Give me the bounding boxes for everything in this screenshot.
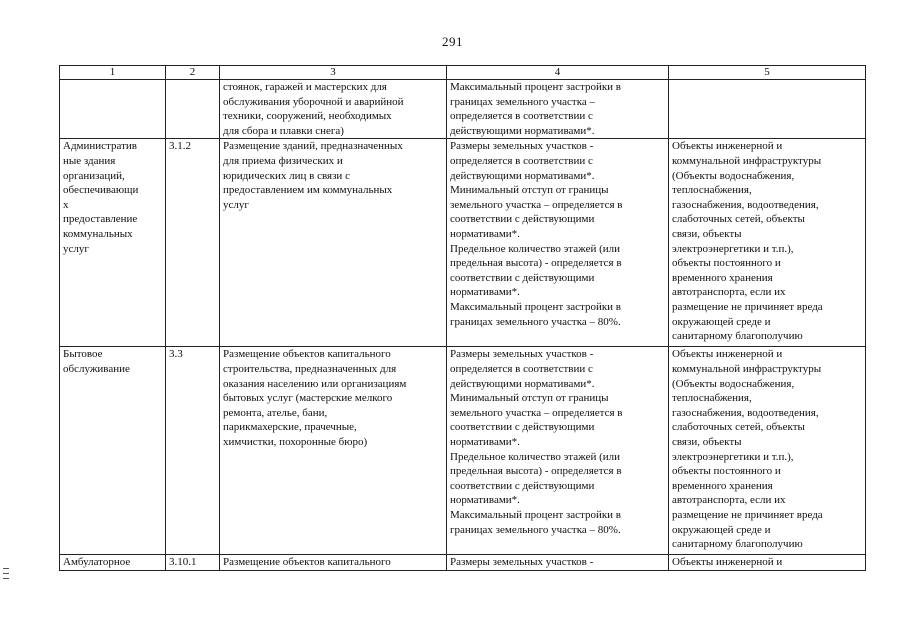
table-row-administrative-buildings — [60, 139, 866, 347]
use-description-text: Размещение объектов капитального — [223, 556, 391, 569]
cell-use-name — [60, 347, 166, 555]
parameters-text: Размеры земельных участков - определяется в соответствии с действующими нормативами*. Минимальный отступ от границы земельного участка – определяется в соответствии с действующими нормативами*. Предельное количество этажей (или предельная высота) - определяется в соответствии с действующими нормативами*. Максимальный процент застройки в границах земельного участка – 80%. — [450, 348, 623, 536]
use-code-text: 3.10.1 — [169, 556, 197, 569]
cell-auxiliary-uses — [669, 80, 866, 139]
page-number: 291 — [442, 34, 463, 49]
use-name-text: Административ ные здания организаций, обеспечивающи х предоставление коммунальных услуг — [63, 140, 139, 255]
table-row-consumer-services — [60, 347, 866, 555]
cell-use-description — [220, 555, 447, 571]
cell-use-code — [166, 347, 220, 555]
auxiliary-uses-text: Объекты инженерной и коммунальной инфраструктуры (Объекты водоснабжения, теплоснабжения, газоснабжения, водоотведения, слаботочных сетей, объекты связи, объекты электроэнергетики и т.п.), объекты постоянного и временного хранения автотранспорта, если их размещение не причиняет вреда окружающей среде и санитарному благополучию — [672, 348, 823, 551]
use-description-text: Размещение объектов капитального строительства, предназначенных для оказания населению или организациям бытовых услуг (мастерские мелкого ремонта, ателье, бани, парикмахерские, прачечные, химчистки, похоронные бюро) — [223, 348, 407, 448]
zoning-regulations-table — [59, 65, 866, 571]
column-header-3: 3 — [220, 66, 447, 80]
parameters-text: Размеры земельных участков - определяется в соответствии с действующими нормативами*. Минимальный отступ от границы земельного участка – определяется в соответствии с действующими нормативами*. Предельное количество этажей (или предельная высота) - определяется в соответствии с действующими нормативами*. Максимальный процент застройки в границах земельного участка – 80%. — [450, 140, 623, 328]
cell-parameters — [447, 347, 669, 555]
column-header-4: 4 — [447, 66, 669, 80]
column-header-2: 2 — [166, 66, 220, 80]
cell-use-code — [166, 139, 220, 347]
table-row-continuation — [60, 80, 866, 139]
cell-use-name — [60, 555, 166, 571]
table-header-row — [60, 66, 866, 80]
parameters-text: Размеры земельных участков - — [450, 556, 594, 569]
cell-parameters — [447, 555, 669, 571]
column-header-1: 1 — [60, 66, 166, 80]
cell-auxiliary-uses — [669, 555, 866, 571]
cell-use-name — [60, 139, 166, 347]
use-name-text: Амбулаторное — [63, 556, 131, 569]
use-description-text: Размещение зданий, предназначенных для приема физических и юридических лиц в связи с предоставлением им коммунальных услуг — [223, 140, 403, 211]
use-code-text: 3.1.2 — [169, 140, 191, 153]
scan-margin-mark — [3, 568, 9, 569]
use-name-text: Бытовое обслуживание — [63, 348, 130, 375]
auxiliary-uses-text: Объекты инженерной и — [672, 556, 783, 569]
cell-auxiliary-uses — [669, 347, 866, 555]
cell-use-description — [220, 139, 447, 347]
cell-parameters — [447, 139, 669, 347]
cell-parameters — [447, 80, 669, 139]
column-header-5: 5 — [669, 66, 866, 80]
use-code-text: 3.3 — [169, 348, 183, 361]
cell-use-code — [166, 80, 220, 139]
auxiliary-uses-text: Объекты инженерной и коммунальной инфраструктуры (Объекты водоснабжения, теплоснабжения, газоснабжения, водоотведения, слаботочных сетей, объекты связи, объекты электроэнергетики и т.п.), объекты постоянного и временного хранения автотранспорта, если их размещение не причиняет вреда окружающей среде и санитарному благополучию — [672, 140, 823, 343]
table-row-outpatient — [60, 555, 866, 571]
cell-use-code — [166, 555, 220, 571]
scan-margin-mark — [3, 573, 9, 574]
use-description-text: стоянок, гаражей и мастерских для обслуживания уборочной и аварийной техники, сооружений, необходимых для сбора и плавки снега) — [223, 81, 404, 137]
cell-use-description — [220, 347, 447, 555]
cell-use-name — [60, 80, 166, 139]
scan-margin-mark — [3, 578, 9, 579]
cell-auxiliary-uses — [669, 139, 866, 347]
parameters-text: Максимальный процент застройки в границах земельного участка – определяется в соответствии с действующими нормативами*. — [450, 81, 621, 137]
cell-use-description — [220, 80, 447, 139]
